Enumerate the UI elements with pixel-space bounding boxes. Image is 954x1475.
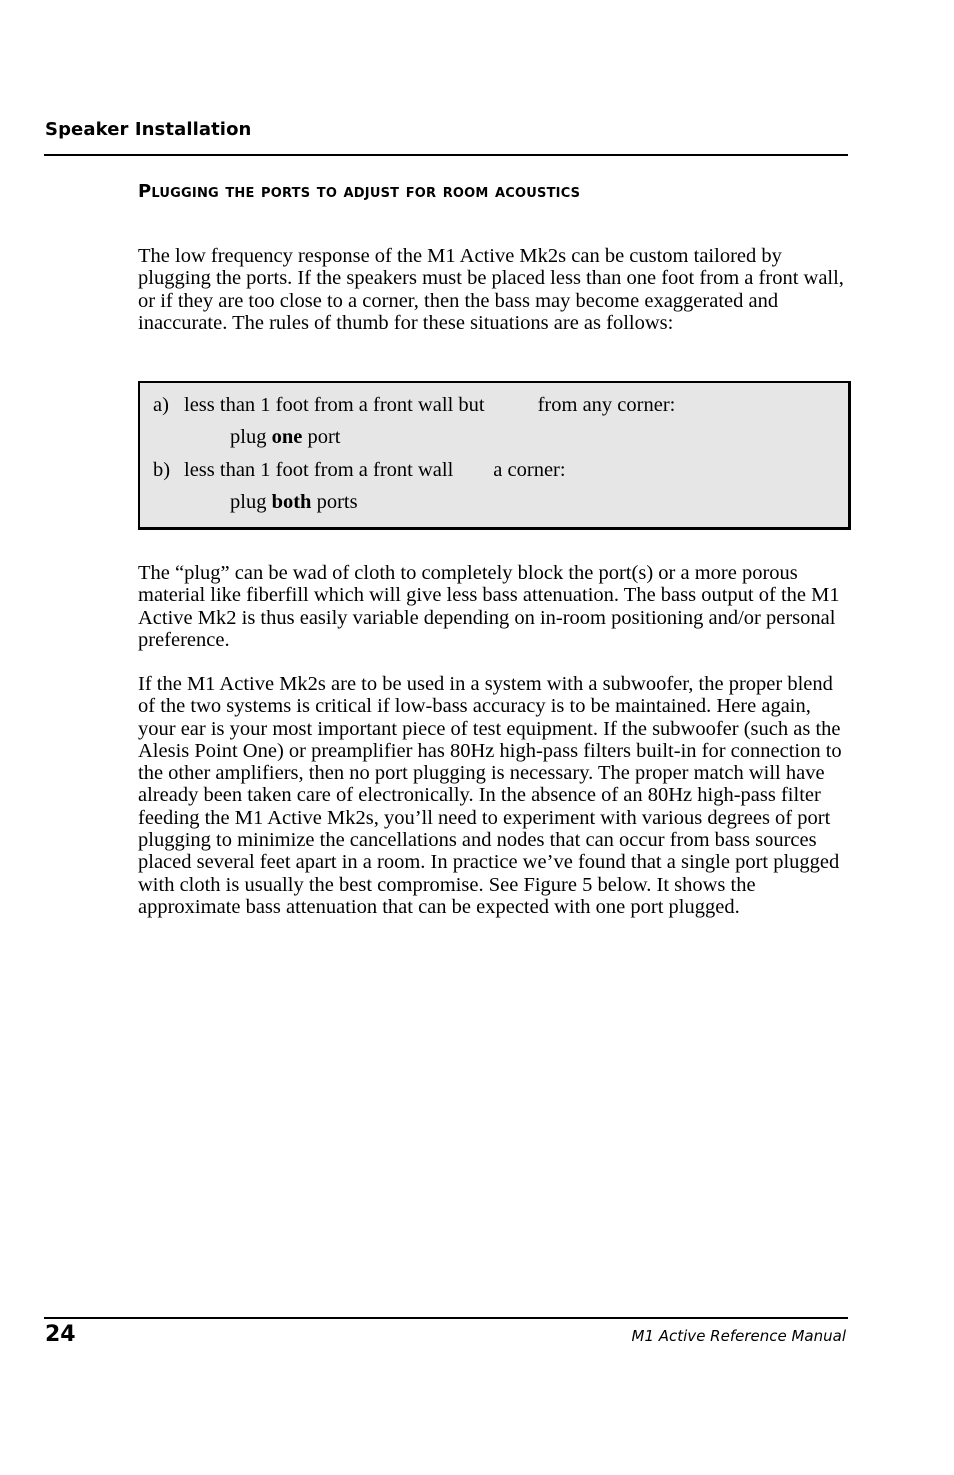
section-title: Plugging the ports to adjust for room acoustics [138, 181, 581, 202]
header-rule [44, 154, 848, 156]
rule-b-text-part2: a corner: [493, 459, 566, 481]
rule-a-action [230, 426, 340, 449]
rule-b-action [230, 491, 358, 514]
rule-b-condition [153, 459, 566, 482]
plug-paragraph: The “plug” can be wad of cloth to completely block the port(s) or a more porous material like fiberfill which will give less bass attenuation. The bass output of the M1 Active Mk2 is thus easily variable depending on in-room positioning and/or personal preference. [138, 562, 840, 651]
page-number: 24 [45, 1322, 76, 1347]
intro-paragraph: The low frequency response of the M1 Active Mk2s can be custom tailored by plugging the ports. If the speakers must be placed less than one foot from a front wall, or if they are too close to a corner, then the bass may become exaggerated and inaccurate. The rules of thumb for these situations are as follows: [138, 245, 844, 334]
running-header: Speaker Installation [45, 119, 252, 140]
rule-a-action-suffix: port [307, 426, 341, 448]
rule-b-action-suffix: ports [316, 491, 358, 513]
rule-a-text-part2: from any corner: [537, 394, 676, 416]
manual-title: M1 Active Reference Manual [631, 1327, 846, 1345]
rules-of-thumb-box [138, 381, 851, 530]
rule-b-marker: b) [153, 459, 171, 481]
footer-rule [44, 1317, 848, 1319]
rule-a-text-part1: less than 1 foot from a front wall but [184, 394, 485, 416]
rule-b-action-bold: both [271, 491, 312, 513]
rule-b-text-part1: less than 1 foot from a front wall [184, 459, 454, 481]
rule-a-condition [153, 394, 675, 417]
subwoofer-paragraph: If the M1 Active Mk2s are to be used in a system with a subwoofer, the proper blend of the two systems is critical if low-bass accuracy is to be maintained. Here again, your ear is your most important piece of test equipment. If the subwoofer (such as the Alesis Point One) or preamplifier has 80Hz high-pass filters built-in for connection to the other amplifiers, then no port plugging is necessary. The proper match will have already been taken care of electronically. In the absence of an 80Hz high-pass filter feeding the M1 Active Mk2s, you’ll need to experiment with various degrees of port plugging to minimize the cancellations and nodes that can occur from bass sources placed several feet apart in a room. In practice we’ve found that a single port plugged with cloth is usually the best compromise. See Figure 5 below. It shows the approximate bass attenuation that can be expected with one port plugged. [138, 673, 842, 918]
rule-a-action-bold: one [271, 426, 303, 448]
rule-a-action-prefix: plug [230, 426, 267, 448]
rule-a-marker: a) [153, 394, 169, 416]
rule-b-action-prefix: plug [230, 491, 267, 513]
